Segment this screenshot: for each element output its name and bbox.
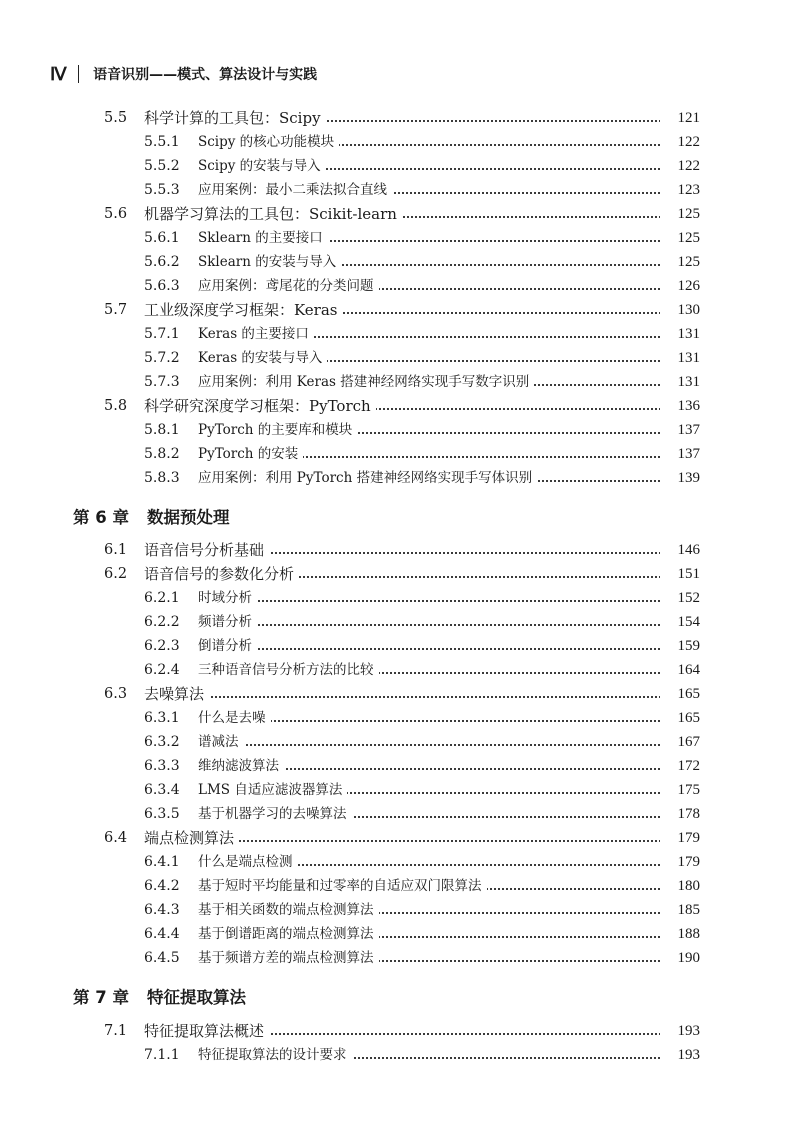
toc-entry-title: Scipy 的安装与导入 [198,154,326,178]
toc-entry-number: 6.4.3 [144,902,180,918]
toc-entry-number: 6.2.2 [144,614,180,630]
toc-entry-page: 125 [660,202,700,226]
toc-entry-number: 6.3.2 [144,734,180,750]
toc-entry-title: PyTorch 的安装 [198,442,303,466]
toc-entry-number: 6.2.1 [144,590,180,606]
toc-entry-number: 第 6 章 [73,508,129,527]
toc-entry [0,178,800,202]
toc-entry-number: 5.5.1 [144,134,180,150]
toc-entry-number: 5.7.2 [144,350,180,366]
toc-entry [0,442,800,466]
toc-entry-title: 科学研究深度学习框架：PyTorch [144,394,376,418]
toc-entry-title: 基于机器学习的去噪算法 [198,802,352,826]
toc-entry [0,250,800,274]
toc-entry [0,130,800,154]
toc-entry-page: 136 [660,394,700,418]
dot-leader [198,730,684,746]
toc-entry-number: 5.6.2 [144,254,180,270]
toc-entry-page: 164 [660,658,700,682]
toc-entry-title: 语音信号的参数化分析 [144,562,299,586]
toc-entry-page: 137 [660,418,700,442]
toc-entry-title: 特征提取算法概述 [144,1019,269,1043]
toc-entry-number: 6.4.4 [144,926,180,942]
toc-entry-page: 126 [660,274,700,298]
toc-entry-page: 185 [660,898,700,922]
toc-entry [0,562,800,586]
toc-entry-number: 6.3 [104,686,128,702]
toc-entry-title: 应用案例：利用 Keras 搭建神经网络实现手写数字识别 [198,370,534,394]
toc-entry-title: 端点检测算法 [144,826,239,850]
toc-entry-title: 倒谱分析 [198,634,257,658]
toc-entry-title: 应用案例：最小二乘法拟合直线 [198,178,392,202]
dot-leader [144,682,684,698]
toc-entry-page: 190 [660,946,700,970]
toc-entry [0,586,800,610]
toc-entry-page: 139 [660,466,700,490]
toc-entry [0,850,800,874]
toc-entry-page: 130 [660,298,700,322]
toc-entry-page: 179 [660,850,700,874]
dot-leader [198,586,684,602]
toc-entry-page: 125 [660,250,700,274]
toc-entry [0,418,800,442]
toc-entry-number: 5.5.2 [144,158,180,174]
toc-entry-page: 167 [660,730,700,754]
toc-entry-number: 7.1 [104,1023,128,1039]
toc-entry-page: 154 [660,610,700,634]
toc-entry-number: 6.2.4 [144,662,180,678]
toc-entry-page: 172 [660,754,700,778]
toc-entry-title: 应用案例：利用 PyTorch 搭建神经网络实现手写体识别 [198,466,537,490]
toc-entry-number: 第 7 章 [73,988,129,1007]
dot-leader [198,634,684,650]
toc-entry-number: 5.8.1 [144,422,180,438]
toc-entry [0,658,800,682]
toc-entry [0,1043,800,1067]
toc-entry [0,874,800,898]
toc-entry [0,634,800,658]
toc-entry-page: 165 [660,706,700,730]
toc-entry-title: 特征提取算法 [147,986,251,1010]
toc-entry [0,106,800,130]
toc-entry-page: 151 [660,562,700,586]
toc-entry-title: 维纳滤波算法 [198,754,284,778]
toc-entry-number: 5.6.1 [144,230,180,246]
toc-entry-page: 165 [660,682,700,706]
chapter-heading [0,506,800,530]
toc-entry-title: 基于倒谱距离的端点检测算法 [198,922,379,946]
toc-entry-page: 180 [660,874,700,898]
toc-entry [0,394,800,418]
toc-entry-number: 5.7.3 [144,374,180,390]
toc-entry [0,202,800,226]
page-number: Ⅳ [50,63,66,84]
toc-entry-page: 179 [660,826,700,850]
toc-entry-number: 5.8 [104,398,128,414]
toc-entry-page: 131 [660,322,700,346]
toc-entry-title: 基于频谱方差的端点检测算法 [198,946,379,970]
toc-entry-number: 6.2.3 [144,638,180,654]
toc-entry [0,154,800,178]
toc-entry-number: 5.6.3 [144,278,180,294]
toc-entry-title: 什么是端点检测 [198,850,298,874]
toc-entry-page: 125 [660,226,700,250]
toc-entry-number: 5.8.2 [144,446,180,462]
toc-entry [0,346,800,370]
toc-entry-page: 175 [660,778,700,802]
toc-entry-title: Keras 的主要接口 [198,322,314,346]
toc-entry-page: 159 [660,634,700,658]
toc-entry-page: 152 [660,586,700,610]
toc-entry-page: 137 [660,442,700,466]
toc-entry-page: 188 [660,922,700,946]
toc-entry-number: 5.5.3 [144,182,180,198]
toc-entry-page: 122 [660,130,700,154]
toc-entry-page: 122 [660,154,700,178]
toc-entry [0,370,800,394]
toc-entry-title: 语音信号分析基础 [144,538,269,562]
toc-entry [0,826,800,850]
toc-entry [0,922,800,946]
toc-entry-title: Sklearn 的主要接口 [198,226,328,250]
toc-entry-title: 基于短时平均能量和过零率的自适应双门限算法 [198,874,487,898]
toc-entry-number: 6.4 [104,830,128,846]
toc-entry-number: 7.1.1 [144,1047,180,1063]
chapter-heading [0,986,800,1010]
toc-entry-title: 基于相关函数的端点检测算法 [198,898,379,922]
toc-entry-title: 频谱分析 [198,610,257,634]
toc-entry-number: 5.7.1 [144,326,180,342]
toc-entry-title: 特征提取算法的设计要求 [198,1043,352,1067]
toc-entry [0,706,800,730]
toc-entry-number: 5.6 [104,206,128,222]
toc-entry [0,610,800,634]
book-title: 语音识别——模式、算法设计与实践 [93,67,318,83]
toc-entry [0,274,800,298]
toc-entry [0,226,800,250]
toc-entry-number: 6.4.1 [144,854,180,870]
dot-leader [198,706,684,722]
toc-entry-number: 5.8.3 [144,470,180,486]
toc-entry [0,946,800,970]
toc-entry-title: 什么是去噪 [198,706,271,730]
toc-entry-page: 123 [660,178,700,202]
toc-entry-page: 131 [660,346,700,370]
toc-entry-title: 三种语音信号分析方法的比较 [198,658,379,682]
toc-entry-title: Sklearn 的安装与导入 [198,250,341,274]
toc-entry-title: 去噪算法 [144,682,209,706]
toc-entry-number: 6.3.4 [144,782,180,798]
toc-entry [0,802,800,826]
toc-entry-page: 193 [660,1043,700,1067]
toc-entry-number: 6.3.5 [144,806,180,822]
toc-entry-title: 时域分析 [198,586,257,610]
toc-entry-title: 机器学习算法的工具包：Scikit-learn [144,202,402,226]
toc-entry [0,538,800,562]
toc-entry [0,730,800,754]
toc-entry-title: 科学计算的工具包：Scipy [144,106,326,130]
toc-entry-title: 谱减法 [198,730,244,754]
toc-entry-number: 6.4.5 [144,950,180,966]
toc-entry-title: Keras 的安装与导入 [198,346,327,370]
toc-entry-number: 6.2 [104,566,128,582]
toc-entry-number: 6.3.1 [144,710,180,726]
toc-entry [0,1019,800,1043]
toc-entry-number: 5.5 [104,110,128,126]
toc-entry-page: 146 [660,538,700,562]
toc-entry-number: 5.7 [104,302,128,318]
toc-entry-page: 121 [660,106,700,130]
toc-entry-title: 应用案例：鸢尾花的分类问题 [198,274,379,298]
toc-entry-page: 131 [660,370,700,394]
toc-entry [0,754,800,778]
toc-entry-page: 178 [660,802,700,826]
toc-entry [0,778,800,802]
toc-entry-title: 数据预处理 [147,506,235,530]
dot-leader [198,610,684,626]
toc-entry [0,898,800,922]
toc-entry [0,322,800,346]
toc-entry-number: 6.3.3 [144,758,180,774]
toc-entry [0,298,800,322]
toc-entry-title: PyTorch 的主要库和模块 [198,418,357,442]
toc-entry-title: Scipy 的核心功能模块 [198,130,339,154]
toc-entry-number: 6.1 [104,542,128,558]
toc-entry-title: LMS 自适应滤波器算法 [198,778,347,802]
toc-entry-number: 6.4.2 [144,878,180,894]
toc-entry-title: 工业级深度学习框架：Keras [144,298,343,322]
toc-entry-page: 193 [660,1019,700,1043]
toc-entry [0,682,800,706]
toc-entry [0,466,800,490]
